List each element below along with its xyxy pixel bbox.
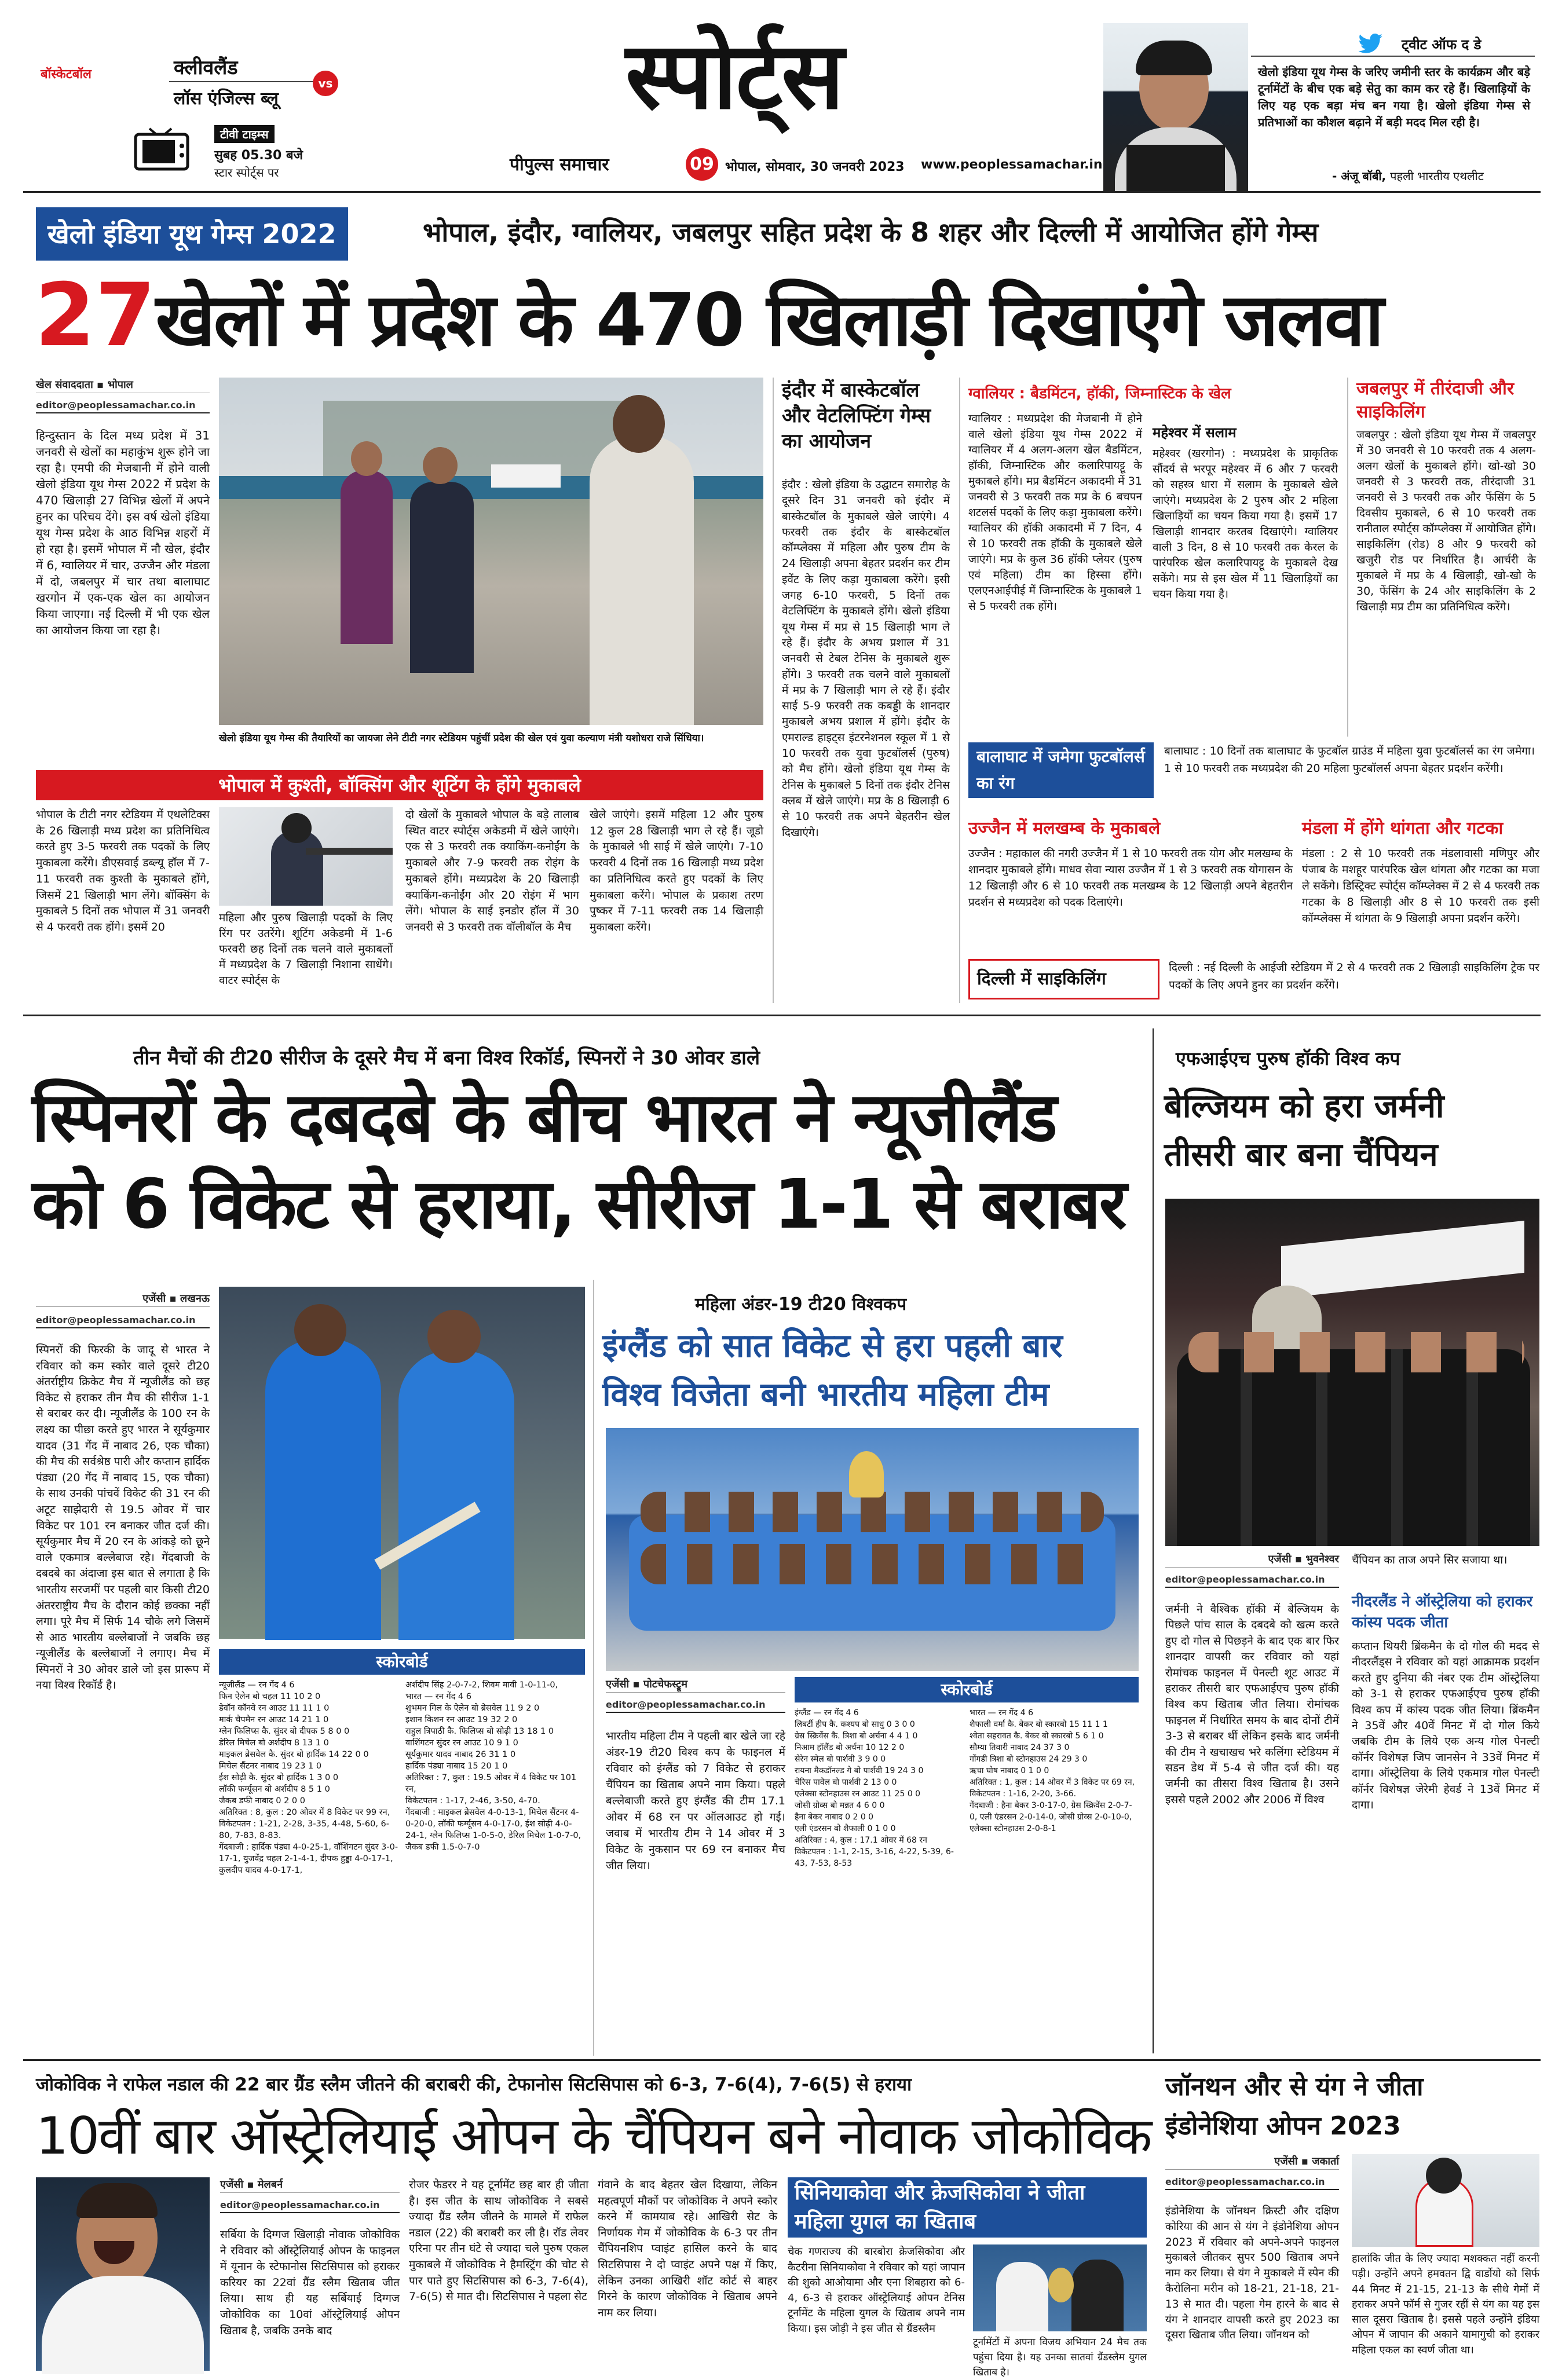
dateline: भोपाल, सोमवार, 30 जनवरी 2023 (725, 160, 905, 174)
headline-number: 27 (35, 265, 156, 366)
indonesia-col2: हालांकि जीत के लिए ज्यादा मशक्कत नहीं करनी पड़ी। उन्होंने अपने हमवतन द्वि वार्डोयो को सिर्फ 44 मिनट में 21-15, 21-13 के सीधे गेमों में हराकर अपने फॉर्म से गुजर रहीं से यंग का यह इस साल दूसरा खिताब है। इससे पहले उन्होंने इंडिया ओपन में जापान की अकाने यामागुची को हराकर महिला एकल का स्वर्ण जीता था। (1352, 2253, 1539, 2356)
tv-icon (133, 129, 191, 173)
masthead-rule (23, 191, 1541, 193)
tweet-author-name: - अंजू बॉबी, (1332, 169, 1387, 183)
women-scoreboard-label: स्कोरबोर्ड (795, 1677, 1139, 1702)
cricket-kicker: तीन मैचों की टी20 सीरीज के दूसरे मैच में बना विश्व रिकॉर्ड, स्पिनरों ने 30 ओवर डाले (133, 1046, 760, 1070)
jabalpur-head: जबलपुर में तीरंदाजी और साइकिलिंग (1356, 379, 1515, 422)
khelo-lead: हिन्दुस्तान के दिल मध्य प्रदेश में 31 जनवरी से खेलों का महाकुंभ शुरू होने जा रहा है। एमपी की मेजबानी में होने वाली खेलो इंडिया यूथ गेम्स 2022 में प्रदेश के 470 खिलाड़ी 27 विभिन्न खेलों में अपने हुनर का परिचय देंगे। इस वर्ष खेलो इंडिया यूथ गेम्स प्रदेश के आठ विभिन्न शहरों में हो रहा है। इसमें भोपाल में नौ खेल, इंदौर में 6, ग्वालियर में चार, उज्जैन और मंडला में दो, जबलपुर में चार तथा बालाघाट खरगोन में एक-एक खेल का आयोजन किया जाएगा। नई दिल्ली में भी एक खेल का आयोजन किया जा रहा है। (36, 429, 210, 637)
anju-bobby-photo (1103, 23, 1248, 191)
jabalpur-text: जबलपुर : खेलो इंडिया यूथ गेम्स में जबलपुर में 30 जनवरी से 10 फरवरी तक 4 अलग-अलग खेलों के मुकाबले होंगे। खो-खो 30 जनवरी से 3 फरवरी तक, तीरंदाजी 31 जनवरी से 3 फरवरी तक और फेंसिंग के 5 दिवसीय मुकाबले, 6 से 10 फरवरी तक रानीताल स्पोर्ट्स कॉम्प्लेक्स में आयोजित होंगे। साइकिलिंग (रोड) 8 और 9 फरवरी को खजुरी रोड पर निर्धारित है। आर्चरी के मुकाबले में मप्र के 4 खिलाड़ी, खो-खो के 30, फेंसिंग के 24 और साइकिलिंग के 2 खिलाड़ी मप्र टीम का प्रतिनिधित्व करेंगे। (1356, 429, 1536, 613)
mandla-text: मंडला : 2 से 10 फरवरी तक मंडलावासी मणिपुर और पंजाब के मशहूर पारंपरिक खेल थांगता और गटका का मजा ले सकेंगे। डिस्ट्रिक्ट स्पोर्ट्स कॉम्प्लेक्स में 2 से 4 फरवरी तक गटका के 8 खिलाड़ी और 8 से 10 फरवरी तक इसी कॉम्प्लेक्स में थांगता के 9 खिलाड़ी अपना प्रदर्शन करेंगे। (1302, 847, 1539, 925)
women-scoreboard-left: इंग्लैंड — रन गेंद 4 6 लिबर्टी हीप कै. कश्यप बो साधु 0 3 0 0 ग्रेस स्क्रिवेंस कै. त्रिशा बो अर्चना 4 4 1 0 निआम हॉलैंड बो अर्चना 10 12 2 0 सेरेन स्मेल बो पार्शवी 3 9 0 0 रायना मैकडॉनल्ड गे बो पार्शवी 19 24 3 0 चेरिस पावेल बो पार्शवी 2 13 0 0 एलेक्सा स्टोनहाउस रन आउट 11 25 0 0 जोसी ग्रोव्स बो मन्नत 4 6 0 0 हैना बेकर नाबाद 0 2 0 0 एली एंडरसन बो शैफाली 0 1 0 0 अतिरिक्त : 4, कुल : 17.1 ओवर में 68 रन विकेटपतन : 1-1, 2-15, 3-16, 4-22, 5-39, 6-43, 7-53, 8-53 (795, 1708, 954, 1868)
cricket-email[interactable]: editor@peoplessamachar.co.in (36, 1315, 210, 1328)
hockey-text: जर्मनी ने वैश्विक हॉकी में बेल्जियम के पिछले पांच साल के दबदबे को खत्म करते हुए दो गोल से पिछड़ने के बाद एक बार फिर शानदार वापसी कर रविवार को यहां रोमांचक फाइनल में पेनल्टी शूट आउट में हराकर तीसरी बार एफआईएच पुरुष हॉकी विश्व कप खिताब जीत लिया। रोमांचक फाइनल में निर्धारित समय के बाद दोनों टीमें 3-3 से बराबर थीं लेकिन इसके बाद जर्मनी की टीम ने खचाखच भरे कलिंगा स्टेडियम में सडन डेथ में 5-4 से जीत दर्ज की। यह जर्मनी का तीसरा विश्व खिताब है। उसने इससे पहले 2002 और 2006 में विश्व (1165, 1603, 1339, 1806)
djokovic-kicker: जोकोविक ने राफेल नडाल की 22 बार ग्रैंड स्लैम जीतने की बराबरी की, टेफानोस सिटसिपास को 6-3, 7-6(4), 7-6(5) से हराया (36, 2074, 912, 2095)
women-team-photo (606, 1428, 1139, 1671)
tweet-text: खेलो इंडिया यूथ गेम्स के जरिए जमीनी स्तर के कार्यक्रम और बड़े टूर्नामेंटों के बीच एक बड़े सेतु का काम कर रहे हैं। खिलाड़ियों के लिए यह एक बड़ा मंच बन गया है। खेलो इंडिया गेम्स से प्रतिभाओं का कौशल बढ़ाने में बड़ी मदद मिल रही है। (1258, 65, 1530, 129)
hockey-kicker: एफआईएच पुरुष हॉकी विश्व कप (1176, 1048, 1400, 1070)
bhopal-col4: खेले जाएंगे। इसमें महिला 12 और पुरुष 12 कुल 28 खिलाड़ी भाग ले रहे हैं। जूडो के मुकाबले भी साई में खेले जाएंगे। 7-10 फरवरी 4 दिनों तक 16 खिलाड़ी मध्य प्रदेश का प्रतिनिधित्व करते हुए पदकों के लिए मुकाबला करेंगे। भोपाल के प्रकाश तरण पुष्कर में 7-11 फरवरी तक 14 खिलाड़ी मुकाबला करेंगे। (590, 808, 763, 933)
vs-icon: vs (313, 71, 338, 96)
tweet-author-role: पहली भारतीय एथलीट (1390, 169, 1484, 183)
delhi-text: दिल्ली : नई दिल्ली के आईजी स्टेडियम में 2 से 4 फरवरी तक 2 खिलाड़ी साइकिलिंग ट्रेक पर पदकों के लिए अपने हुनर का प्रदर्शन करेंगे। (1169, 961, 1539, 991)
hockey-col-rule (1153, 1028, 1154, 2053)
scoreboard-label: स्कोरबोर्ड (219, 1649, 585, 1675)
hockey-text-2: चैंपियन का ताज अपने सिर सजाया था। (1352, 1554, 1508, 1566)
khelo-headline (35, 263, 1382, 368)
delhi-badge-text: दिल्ली में साइकिलिंग (977, 969, 1106, 989)
khelo-col-rule-1 (773, 378, 774, 1003)
tweet-author (1332, 168, 1484, 184)
cricket-col-rule (593, 1280, 594, 2056)
doubles-head: सिनियाकोवा और क्रेजसिकोवा ने जीता महिला युगल का खिताब (788, 2177, 1147, 2238)
tv-channel: स्टार स्पोर्ट्स पर (214, 166, 279, 180)
women-head-2: विश्व विजेता बनी भारतीय महिला टीम (602, 1376, 1049, 1414)
women-email[interactable]: editor@peoplessamachar.co.in (606, 1699, 785, 1713)
women-byline: एजेंसी ▪ पोटचेफस्ट्रूम (606, 1677, 785, 1693)
khelo-photo-caption: खेलो इंडिया यूथ गेम्स की तैयारियों का जायजा लेने टीटी नगर स्टेडियम पहुंचीं प्रदेश की खेल एवं युवा कल्याण मंत्री यशोधरा राजे सिंधिया। (219, 733, 704, 744)
hockey-head-2: तीसरी बार बना चैंपियन (1164, 1136, 1438, 1174)
djokovic-col2: रोजर फेडरर ने यह टूर्नामेंट छह बार ही जीता है। इस जीत के साथ जोकोविक ने सबसे ज्यादा ग्रैंड स्लैम जीतने के मामले में राफेल नडाल (22) की बराबरी कर ली है। रॉड लेवर एरिना पर तीन घंटे से ज्यादा चले पुरुष एकल मुकाबले में जोकोविक ने हैमस्ट्रिंग की चोट से पार पाते हुए सिटसिपास को 6-3, 7-6(4), 7-6(5) से मात दी। सिटसिपास ने पहला सेट (409, 2178, 588, 2304)
women-kicker: महिला अंडर-19 टी20 विश्वकप (695, 1294, 907, 1315)
bhopal-bar (36, 770, 763, 800)
maheshwar-text: महेश्वर (खरगोन) : मध्यप्रदेश के प्राकृतिक सौंदर्य से भरपूर महेश्वर में 6 और 7 फरवरी को सहस्त्र धारा में सलाम के मुकाबले खेले जाएंगे। मध्यप्रदेश के 2 पुरुष और 2 महिला खिलाड़ियों का चयन किया गया है। इसमें 17 खिलाड़ी शानदार करतब दिखाएंगे। ग्वालियर वाली 3 दिन, 8 से 10 फरवरी तक केरल के पारंपरिक खेल कलारिपायट्टू के मुकाबले देख सकेंगे। मप्र से इस खेल में 11 खिलाड़ियों का चयन किया गया है। (1153, 447, 1338, 601)
djokovic-col3: गंवाने के बाद बेहतर खेल दिखाया, लेकिन महत्वपूर्ण मौकों पर जोकोविक ने अपने स्कोर करने में कामयाब रहे। आखिरी सेट के निर्णायक गेम में जोकोविक के 6-3 पर तीन चैंपियनशिप प्वाइंट हासिल करने के बाद सिटसिपास ने दो प्वाइंट अपने पक्ष में किए, लेकिन उनका आखिरी शॉट कोर्ट से बाहर गिरने के कारण जोकोविक ने खिताब अपने नाम कर लिया। (598, 2178, 777, 2319)
indonesia-col1: इंडोनेशिया के जॉनथन क्रिस्टी और दक्षिण कोरिया की आन से यंग ने इंडोनेशिया ओपन 2023 में रविवार को अपने-अपने फाइनल मुकाबले जीतकर सुपर 500 खिताब अपने नाम कर लिया। से यंग ने मुकाबले में स्पेन की कैरोलिना मरीन को 18-21, 21-18, 21-13 से मात दी। पहला गेम हारने के बाद से यंग ने शानदार वापसी करते हुए 2023 का दूसरा खिताब जीत लिया। जॉनथन को (1165, 2205, 1339, 2342)
women-text: भारतीय महिला टीम ने पहली बार खेले जा रहे अंडर-19 टी20 विश्व कप के फाइनल में रविवार को इंग्लैंड को 7 विकेट से हराकर चैंपियन का खिताब अपने नाम किया। पहले बल्लेबाजी करते हुए इंग्लैंड की टीम 17.1 ओवर में 68 रन पर ऑलआउट हो गई। जवाब में भारतीय टीम ने 14 ओवर में 3 विकेट के नुकसान पर 69 रन बनाकर मैच जीत लिया। (606, 1730, 785, 1872)
khelo-email[interactable]: editor@peoplessamachar.co.in (36, 400, 210, 413)
cricket-headline-1: स्पिनरों के दबदबे के बीच भारत ने न्यूजीलैंड (32, 1077, 1056, 1157)
indonesia-head-2: इंडोनेशिया ओपन 2023 (1165, 2111, 1401, 2141)
djokovic-email[interactable]: editor@peoplessamachar.co.in (220, 2199, 400, 2213)
masthead (0, 0, 1551, 191)
doubles-photo (973, 2244, 1147, 2331)
tv-time: सुबह 05.30 बजे (214, 148, 303, 163)
khelo-col-rule-2 (959, 378, 960, 1003)
ujjain-text: उज्जैन : महाकाल की नगरी उज्जैन में 1 से 10 फरवरी तक योग और मलखम्ब के शानदार मुकाबले होंगे। माधव सेवा न्यास उज्जैन में 1 से 3 फरवरी तक योगासन के 12 खिलाड़ी और 6 से 10 फरवरी तक मलखम्ब के 12 खिलाड़ी अपने बेहतरीन प्रदर्शन से मध्यप्रदेश को पदक दिलाएंगे। (968, 847, 1293, 909)
djokovic-col1: सर्बिया के दिग्गज खिलाड़ी नोवाक जोकोविक ने रविवार को ऑस्ट्रेलियाई ओपन के फाइनल में यूनान के स्टेफानोस सिटसिपास को हराकर करियर का 22वां ग्रैंड स्लैम खिताब जीत लिया। साथ ही यह सर्बियाई दिग्गज जोकोविक का 10वां ऑस्ट्रेलियाई ओपन खिताब है, जबकि उनके बाद (220, 2228, 400, 2337)
hockey-sub-head: नीदरलैंड ने ऑस्ट्रेलिया को हराकर कांस्य पदक जीता (1352, 1593, 1533, 1631)
basketball-label: बॉस्केटबॉल (41, 67, 92, 82)
djokovic-headline: 10वीं बार ऑस्ट्रेलियाई ओपन के चैंपियन बने नोवाक जोकोविक (36, 2106, 1151, 2166)
hockey-photo (1165, 1199, 1539, 1546)
bhopal-bar-text: भोपाल में कुश्ती, बॉक्सिंग और शूटिंग के होंगे मुकाबले (218, 774, 581, 796)
indore-head: इंदौर में बास्केटबॉल और वेटलिफ्टिंग गेम्स का आयोजन (782, 379, 931, 453)
women-head-1: इंग्लैंड को सात विकेट से हरा पहली बार (602, 1327, 1063, 1365)
paper-name: पीपुल्स समाचार (510, 155, 609, 175)
delhi-badge (968, 959, 1159, 999)
women-scoreboard-right: भारत — रन गेंद 4 6 शैफाली वर्मा कै. बेकर बो स्कारबो 15 11 1 1 श्वेता सहरावत कै. बेकर बो स्कारबो 5 6 1 0 सौम्या तिवारी नाबाद 24 37 3 0 गोंगडी त्रिशा बो स्टोनहाउस 24 29 3 0 ऋचा घोष नाबाद 0 1 0 0 अतिरिक्त : 1, कुल : 14 ओवर में 3 विकेट पर 69 रन, विकेटपतन : 1-16, 2-20, 3-66. गेंदबाजी : हैना बेकर 3-0-17-0, ग्रेस स्क्रिवेंस 2-0-7-0, एली एंडरसन 2-0-14-0, जोसी ग्रोव्स 2-0-10-0, एलेक्सा स्टोनहाउस 2-0-8-1 (970, 1708, 1135, 1833)
headline-text: खेलों में प्रदेश के 470 खिलाड़ी दिखाएंगे जलवा (155, 277, 1382, 363)
tv-times-label: टीवी टाइम्स (214, 125, 275, 143)
tweet-divider (1251, 56, 1535, 57)
cricket-text: स्पिनरों की फिरकी के जादू से भारत ने रविवार को कम स्कोर वाले दूसरे टी20 अंतर्राष्ट्रीय क्रिकेट मैच में न्यूजीलैंड को छह विकेट से हराकर तीन मैच की सीरीज 1-1 से बराबर कर दी। न्यूजीलैंड के 100 रन के लक्ष्य का पीछा करते हुए भारत ने सूर्यकुमार यादव (31 गेंद में नाबाद 26, एक चौका) की मैच की सर्वश्रेष्ठ पारी और कप्तान हार्दिक पंड्या (20 गेंद में नाबाद 15, एक चौका) के साथ उनकी पांचवें विकेट की 31 रन की अटूट साझेदारी से 19.5 ओवर में चार विकेट पर 101 रन बनाकर जीत दर्ज की। सूर्यकुमार मैच में 20 रन के आंकड़े को छूने वाले एकमात्र बल्लेबाज रहे। गेंदबाजी के दबदबे का अंदाजा इस बात से लगाता है कि भारतीय सरजमीं पर पहली बार किसी टी20 अंतरराष्ट्रीय मैच के दौरान कोई छक्का नहीं लगा। पूरे मैच में सिर्फ 14 चौके लगे जिसमें से आठ भारतीय बल्लेबाजों ने जबकि छह न्यूजीलैंड के बल्लेबाजों ने लगाए। मैच में स्पिनरों ने 30 ओवर डाले जो इस प्रारूप में नया विश्व रिकॉर्ड है। (36, 1343, 210, 1692)
khelo-col-rule-3 (1347, 378, 1348, 737)
indore-text: इंदौर : खेलो इंडिया के उद्घाटन समारोह के दूसरे दिन 31 जनवरी को इंदौर में बास्केटबॉल के मुकाबले खेले जाएंगे। 4 फरवरी तक इंदौर के बास्केटबॉल कॉम्प्लेक्स में महिला और पुरुष टीम के 24 खिलाड़ी अपना बेहतर प्रदर्शन कर टीम इवेंट के लिए कड़ा मुकाबला करेंगे। इसी जगह 6-10 फरवरी, 5 दिनों तक वेटलिफ्टिंग के मुकाबले होंगे। खेलो इंडिया यूथ गेम्स में मप्र से 15 खिलाड़ी भाग ले रहे हैं। इंदौर के अभय प्रशाल में 31 जनवरी से टेबल टेनिस के मुकाबले शुरू होंगे। 3 फरवरी तक चलने वाले मुकाबलों में मप्र के 7 खिलाड़ी भाग ले रहे हैं। इंदौर साई 5-9 फरवरी तक कबड्डी के शानदार मुकाबले अभय प्रशाल में होंगे। इंदौर के एमराल्ड हाइट्स इंटरनेशनल स्कूल में 1 से 10 फरवरी तक युवा फुटबॉलर्स (पुरुष) को मैच होंगे। खेलो इंडिया यूथ गेम्स के टेनिस के मुकाबले 5 दिनों तक इंदौर टेनिस क्लब में खेले जाएंगे। मप्र के 8 खिलाड़ी 6 से 10 फरवरी तक अपने बेहतरीन खेल दिखाएंगे। (782, 478, 950, 839)
ujjain-head: उज्जैन में मलखम्ब के मुकाबले (968, 818, 1161, 839)
djokovic-byline: एजेंसी ▪ मेलबर्न (220, 2177, 400, 2193)
page-number: 09 (686, 148, 718, 181)
indonesia-head-1: जॉनथन और से यंग ने जीता (1165, 2072, 1424, 2101)
hockey-email[interactable]: editor@peoplessamachar.co.in (1165, 1574, 1339, 1588)
indonesia-email[interactable]: editor@peoplessamachar.co.in (1165, 2176, 1339, 2190)
maheshwar-head: महेश्वर में सलाम (1153, 424, 1237, 441)
bhopal-col1: भोपाल के टीटी नगर स्टेडियम में एथलेटिक्स के 26 खिलाड़ी मध्य प्रदेश का प्रतिनिधित्व करते हुए 3-5 फरवरी तक पदकों के लिए मुकाबला करेंगे। डीएसवाई डब्ल्यू हॉल में 7-11 फरवरी तक कुश्ती के मुकाबले होंगे, जिसमें 21 खिलाड़ी भाग लेंगे। बॉक्सिंग के मुकाबले 5 दिनों तक भोपाल में 31 जनवरी से 4 फरवरी तक होंगे। इसमें 20 (36, 808, 210, 933)
scoreboard-mid: अर्शदीप सिंह 2-0-7-2, शिवम मावी 1-0-11-0, भारत — रन गेंद 4 6 शुभमन गिल के ऐलेन बो ब्रेसवेल 11 9 2 0 इशान किशन रन आउट 19 32 2 0 राहुल त्रिपाठी कै. फिलिप्स बो सोढ़ी 13 18 1 0 वाशिंगटन सुंदर रन आउट 10 9 1 0 सूर्यकुमार यादव नाबाद 26 31 1 0 हार्दिक पंड्या नाबाद 15 20 1 0 अतिरिक्त : 7, कुल : 19.5 ओवर में 4 विकेट पर 101 रन, विकेटपतन : 1-17, 2-46, 3-50, 4-70. गेंदबाजी : माइकल ब्रेसवेल 4-0-13-1, मिचेल सैंटनर 4-0-20-0, लॉकी फर्ग्यूसन 4-0-17-0, ईश सोढ़ी 4-0-24-1, ग्लेन फिलिप्स 1-0-5-0, डेरिल मिचेल 1-0-7-0, जैकब डफी 1.5-0-7-0 (405, 1680, 581, 1852)
hockey-text-3: कप्तान थियरी ब्रिंकमैन के दो गोल की मदद से नीदरलैंड्स ने रविवार को यहां आक्रामक प्रदर्शन करते हुए दुनिया की नंबर एक टीम ऑस्ट्रेलिया को 3-1 से हराकर एफआईएच पुरुष हॉकी विश्व कप में कांस्य पदक जीत लिया। ब्रिंकमैन ने 35वें और 40वें मिनट में दो गोल किये जबकि टीम के लिये एक अन्य गोल पेनल्टी कॉर्नर विशेषज्ञ जिप जानसेन ने 33वें मिनट में दागा। ऑस्ट्रेलिया के लिये एकमात्र गोल पेनल्टी कॉर्नर विशेषज्ञ जेरेमी हेवर्ड ने 13वें मिनट में दागा। (1352, 1640, 1539, 1812)
khelo-photo (219, 378, 763, 725)
doubles-text-2: टूर्नामेंटों में अपना विजय अभियान 24 मैच तक पहुंचा दिया है। यह उनका सातवां ग्रैंडस्लैम युगल खिताब है। (973, 2337, 1147, 2378)
khelo-byline: खेल संवाददाता ▪ भोपाल (36, 378, 210, 393)
shooting-photo (219, 807, 393, 906)
bhopal-col3: दो खेलों के मुकाबले भोपाल के बड़े तालाब स्थित वाटर स्पोर्ट्स अकेडमी में खेले जाएंगे। एक से 3 फरवरी तक क्याकिंग-कनोईंग के मुकाबले और 7-9 फरवरी तक रोइंग के मुकाबले होंगे। मध्यप्रदेश के 20 खिलाड़ी क्याकिंग-कनोईंग और 20 रोइंग में भाग लेंगे। भोपाल के साई इनडोर हॉल में 30 जनवरी से 3 फरवरी तक वॉलीबॉल के मैच (405, 808, 579, 933)
gwalior-head: ग्वालियर : बैडमिंटन, हॉकी, जिम्नास्टिक के खेल (968, 385, 1231, 402)
gwalior-text: ग्वालियर : मध्यप्रदेश की मेजबानी में होने वाले खेलो इंडिया यूथ गेम्स 2022 में ग्वालियर में 4 अलग-अलग खेल बैडमिंटन, हॉकी, जिम्नास्टिक और कलारिपायट्टू के मुकाबले होंगे। मप्र बैडमिंटन अकादमी में 31 जनवरी से 3 फरवरी तक मप्र के 6 बचपन शटलर्स पदकों के लिए कड़ा मुकाबला करेंगे। ग्वालियर की हॉकी अकादमी में 7 दिन, 4 से 10 फरवरी तक हॉकी के मुकाबले खेले जाएंगे। मप्र के कुल 36 हॉकी प्लेयर (पुरुष एवं महिला) टीम का हिस्सा होंगे। एलएनआईपीई में जिम्नास्टिक के मुकाबले 1 से 5 फरवरी तक होंगे। (968, 412, 1142, 613)
khelo-kicker: भोपाल, इंदौर, ग्वालियर, जबलपुर सहित प्रदेश के 8 शहर और दिल्ली में आयोजित होंगे गेम्स (423, 217, 1319, 248)
badminton-photo (1352, 2154, 1539, 2247)
tweet-of-day-label: ट्वीट ऑफ द डे (1402, 36, 1482, 53)
doubles-text: चेक गणराज्य की बारबोरा क्रेजसिकोवा और कैटरीना सिनियाकोवा ने रविवार को यहां जापान की शुको आओयामा और एना शिबहारा को 6-4, 6-3 से हराकर ऑस्ट्रेलियाई ओपन टेनिस टूर्नामेंट के महिला युगल के खिताब अपने नाम किया। इस जोड़ी ने इस जीत से ग्रैंडस्लैम (788, 2246, 965, 2335)
balaghat-text: बालाघाट : 10 दिनों तक बालाघाट के फुटबॉल ग्राउंड में महिला युवा फुटबॉलर्स का रंग जमेगा। 1 से 10 फरवरी तक मध्यप्रदेश की 20 महिला फुटबॉलर्स अपना बेहतर प्रदर्शन करेंगी। (1164, 745, 1535, 775)
khelo-badge: खेलो इंडिया यूथ गेम्स 2022 (36, 207, 348, 261)
website[interactable]: www.peoplessamachar.in (921, 158, 1103, 172)
section-rule-2 (23, 2059, 1541, 2061)
cricket-byline: एजेंसी ▪ लखनऊ (36, 1291, 210, 1307)
balaghat-badge: बालाघाट में जमेगा फुटबॉलर्स का रंग (968, 742, 1154, 798)
djokovic-photo (36, 2177, 210, 2371)
cricket-headline-2: को 6 विकेट से हराया, सीरीज 1-1 से बराबर (32, 1164, 1125, 1244)
hockey-byline: एजेंसी ▪ भुवनेश्वर (1165, 1552, 1339, 1568)
mandla-head: मंडला में होंगे थांगता और गटका (1302, 818, 1504, 839)
section-title: स्पोर्ट्स (625, 21, 843, 130)
hockey-head-1: बेल्जियम को हरा जर्मनी (1164, 1088, 1444, 1125)
section-rule-1 (23, 1015, 1541, 1016)
cricket-photo (219, 1287, 585, 1639)
team1-label: क्लीवलैंड (174, 56, 238, 79)
scoreboard-left: न्यूजीलैंड — रन गेंद 4 6 फिन ऐलेन बो चहल 11 10 2 0 डेवॉन कॉनवे रन आउट 11 11 1 0 मार्क चैपमैन रन आउट 14 21 1 0 ग्लेन फिलिप्स कै. सुंदर बो दीपक 5 8 0 0 डेरिल मिचेल बो अर्शदीप 8 13 1 0 माइकल ब्रेसवेल कै. सुंदर बो हार्दिक 14 22 0 0 मिचेल सैंटनर नाबाद 19 23 1 0 ईश सोढ़ी कै. सुंदर बो हार्दिक 1 3 0 0 लॉकी फर्ग्यूसन बो अर्शदीप 8 5 1 0 जैकब डफी नाबाद 0 2 0 0 अतिरिक्त : 8, कुल : 20 ओवर में 8 विकेट पर 99 रन, विकेटपतन : 1-21, 2-28, 3-35, 4-48, 5-60, 6-80, 7-83, 8-83. गेंदबाजी : हार्दिक पंड्या 4-0-25-1, वॉशिंगटन सुंदर 3-0-17-1, युजवेंद्र चहल 2-1-4-1, दीपक हुड्डा 4-0-17-1, कुलदीप यादव 4-0-17-1, (219, 1680, 398, 1875)
team2-label: लॉस एंजिल्स ब्लू (174, 89, 279, 109)
twitter-icon (1358, 34, 1384, 54)
bhopal-col2: महिला और पुरुष खिलाड़ी पदकों के लिए रिंग पर उतरेंगे। शूटिंग अकेडमी में 1-6 फरवरी छह दिनों तक चलने वाले मुकाबलों में मध्यप्रदेश के 7 खिलाड़ी निशाना साधेंगे। वाटर स्पोर्ट्स के (219, 911, 393, 987)
indonesia-byline: एजेंसी ▪ जकार्ता (1165, 2154, 1339, 2170)
vs-divider (169, 81, 323, 82)
